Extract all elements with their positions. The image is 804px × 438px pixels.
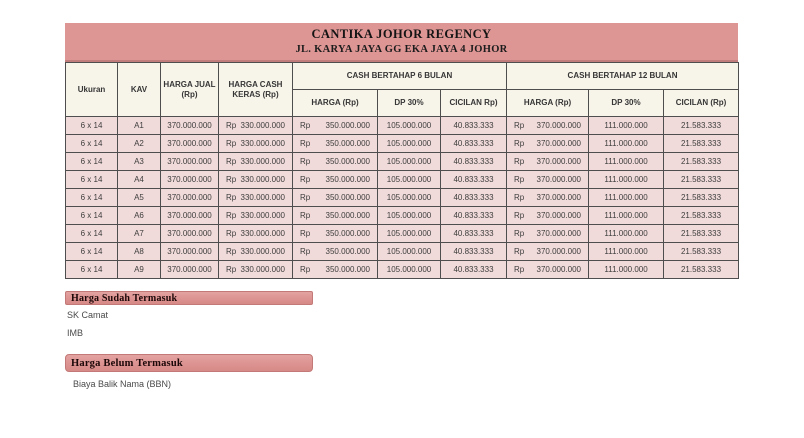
cell-b6-cicilan: 40.833.333 [441,135,507,153]
cell-kav: A4 [118,171,161,189]
currency-value: 330.000.000 [240,229,285,238]
currency-value: 370.000.000 [536,247,582,256]
currency-value: 370.000.000 [536,193,582,202]
cell-harga-jual: 370.000.000 [161,207,219,225]
table-row [66,189,739,207]
cell-b6-cicilan: 40.833.333 [441,153,507,171]
cell-b6-dp: 105.000.000 [378,207,441,225]
cell-b12-cicilan: 21.583.333 [664,135,739,153]
col-header-harga-jual: HARGA JUAL (Rp) [161,63,219,117]
cell-harga-jual: 370.000.000 [161,261,219,279]
currency-prefix: Rp [226,121,237,130]
cell-harga-jual: 370.000.000 [161,117,219,135]
cell-cash-keras [219,153,293,171]
currency-value: 350.000.000 [325,193,370,202]
cell-b6-harga [293,135,378,153]
cell-b12-harga [507,225,589,243]
cell-cash-keras [219,135,293,153]
cell-kav: A5 [118,189,161,207]
excluded-item-bbn: Biaya Balik Nama (BBN) [73,379,172,389]
currency-prefix: Rp [300,229,311,238]
cell-b6-harga [293,243,378,261]
currency-prefix: Rp [514,193,525,202]
cell-b12-cicilan: 21.583.333 [664,225,739,243]
cell-b12-cicilan: 21.583.333 [664,189,739,207]
currency-value: 330.000.000 [240,247,285,256]
currency-value: 350.000.000 [325,247,370,256]
cell-b6-harga [293,153,378,171]
cell-b12-cicilan: 21.583.333 [664,261,739,279]
currency-value: 350.000.000 [325,229,370,238]
cell-b6-harga [293,225,378,243]
cell-cash-keras [219,261,293,279]
project-address: JL. KARYA JAYA GG EKA JAYA 4 JOHOR [295,44,508,55]
currency-prefix: Rp [300,157,311,166]
col-header-6b-dp: DP 30% [378,90,441,117]
table-row [66,153,739,171]
cell-cash-keras [219,117,293,135]
cell-ukuran: 6 x 14 [66,207,118,225]
table-body [66,117,739,279]
currency-prefix: Rp [514,229,525,238]
price-sheet [65,23,738,279]
currency-prefix: Rp [226,139,237,148]
cell-b12-dp: 111.000.000 [589,243,664,261]
currency-value: 330.000.000 [240,211,285,220]
cell-b12-harga [507,261,589,279]
col-header-ukuran: Ukuran [66,63,118,117]
currency-value: 370.000.000 [536,265,582,274]
cell-harga-jual: 370.000.000 [161,243,219,261]
currency-prefix: Rp [300,211,311,220]
currency-prefix: Rp [300,175,311,184]
col-header-6b-cicilan: CICILAN Rp) [441,90,507,117]
cell-b6-dp: 105.000.000 [378,243,441,261]
cell-kav: A2 [118,135,161,153]
cell-b12-harga [507,171,589,189]
cell-b12-dp: 111.000.000 [589,135,664,153]
cell-b6-dp: 105.000.000 [378,261,441,279]
currency-value: 330.000.000 [240,193,285,202]
cell-b12-cicilan: 21.583.333 [664,207,739,225]
cell-b12-cicilan: 21.583.333 [664,117,739,135]
cell-b12-dp: 111.000.000 [589,117,664,135]
cell-b6-harga [293,189,378,207]
currency-value: 350.000.000 [325,139,370,148]
cell-b6-dp: 105.000.000 [378,225,441,243]
currency-prefix: Rp [226,229,237,238]
table-row [66,225,739,243]
cell-b6-dp: 105.000.000 [378,135,441,153]
cell-b6-cicilan: 40.833.333 [441,261,507,279]
group-header-6-bulan: CASH BERTAHAP 6 BULAN [293,63,507,90]
cell-b6-cicilan: 40.833.333 [441,207,507,225]
cell-b12-dp: 111.000.000 [589,189,664,207]
currency-prefix: Rp [514,211,525,220]
group-header-12-bulan: CASH BERTAHAP 12 BULAN [507,63,739,90]
currency-prefix: Rp [300,247,311,256]
cell-kav: A6 [118,207,161,225]
cell-harga-jual: 370.000.000 [161,189,219,207]
cell-b12-dp: 111.000.000 [589,153,664,171]
currency-value: 350.000.000 [325,121,370,130]
currency-value: 350.000.000 [325,175,370,184]
cell-kav: A8 [118,243,161,261]
title-banner [65,23,738,62]
cell-ukuran: 6 x 14 [66,189,118,207]
table-row [66,243,739,261]
cell-b12-harga [507,189,589,207]
currency-value: 370.000.000 [536,175,582,184]
col-header-harga-cash-keras: HARGA CASH KERAS (Rp) [219,63,293,117]
cell-b12-cicilan: 21.583.333 [664,153,739,171]
col-header-6b-harga: HARGA (Rp) [293,90,378,117]
table-row [66,135,739,153]
currency-value: 370.000.000 [536,139,582,148]
cell-b12-dp: 111.000.000 [589,225,664,243]
cell-kav: A7 [118,225,161,243]
currency-prefix: Rp [226,247,237,256]
cell-b6-harga [293,171,378,189]
cell-cash-keras [219,225,293,243]
currency-prefix: Rp [226,193,237,202]
table-row [66,207,739,225]
cell-b6-harga [293,117,378,135]
cell-b6-dp: 105.000.000 [378,189,441,207]
table-header [66,63,739,117]
cell-ukuran: 6 x 14 [66,153,118,171]
cell-b6-dp: 105.000.000 [378,171,441,189]
currency-value: 330.000.000 [240,175,285,184]
cell-b6-dp: 105.000.000 [378,153,441,171]
currency-value: 350.000.000 [325,211,370,220]
cell-ukuran: 6 x 14 [66,261,118,279]
cell-harga-jual: 370.000.000 [161,225,219,243]
currency-value: 330.000.000 [240,157,285,166]
table-row [66,171,739,189]
table-row [66,117,739,135]
cell-cash-keras [219,243,293,261]
cell-harga-jual: 370.000.000 [161,171,219,189]
cell-b6-cicilan: 40.833.333 [441,225,507,243]
col-header-kav: KAV [118,63,161,117]
currency-prefix: Rp [514,265,525,274]
currency-prefix: Rp [514,157,525,166]
cell-kav: A3 [118,153,161,171]
section-header-harga-belum-termasuk: Harga Belum Termasuk [65,354,313,372]
currency-prefix: Rp [300,193,311,202]
currency-value: 370.000.000 [536,229,582,238]
cell-b12-dp: 111.000.000 [589,261,664,279]
table-row [66,261,739,279]
cell-b12-harga [507,243,589,261]
cell-b12-harga [507,207,589,225]
cell-b12-cicilan: 21.583.333 [664,171,739,189]
price-table [65,62,739,279]
currency-prefix: Rp [226,265,237,274]
currency-prefix: Rp [514,175,525,184]
project-title: CANTIKA JOHOR REGENCY [311,27,492,41]
currency-prefix: Rp [226,211,237,220]
currency-value: 370.000.000 [536,211,582,220]
currency-prefix: Rp [226,157,237,166]
cell-ukuran: 6 x 14 [66,243,118,261]
cell-ukuran: 6 x 14 [66,117,118,135]
currency-prefix: Rp [514,139,525,148]
cell-b6-cicilan: 40.833.333 [441,171,507,189]
col-header-12b-cicilan: CICILAN (Rp) [664,90,739,117]
included-item-sk-camat: SK Camat [67,310,109,320]
cell-b12-cicilan: 21.583.333 [664,243,739,261]
cell-kav: A9 [118,261,161,279]
cell-harga-jual: 370.000.000 [161,135,219,153]
cell-b12-harga [507,117,589,135]
cell-cash-keras [219,189,293,207]
cell-b6-dp: 105.000.000 [378,117,441,135]
cell-b6-cicilan: 40.833.333 [441,243,507,261]
cell-ukuran: 6 x 14 [66,135,118,153]
cell-ukuran: 6 x 14 [66,171,118,189]
currency-value: 330.000.000 [240,265,285,274]
cell-b12-harga [507,153,589,171]
cell-kav: A1 [118,117,161,135]
section-header-harga-sudah-termasuk: Harga Sudah Termasuk [65,291,313,305]
col-header-12b-harga: HARGA (Rp) [507,90,589,117]
col-header-12b-dp: DP 30% [589,90,664,117]
currency-value: 370.000.000 [536,157,582,166]
currency-prefix: Rp [514,247,525,256]
included-item-imb: IMB [67,328,84,338]
currency-prefix: Rp [226,175,237,184]
currency-prefix: Rp [300,139,311,148]
cell-cash-keras [219,207,293,225]
cell-cash-keras [219,171,293,189]
currency-prefix: Rp [300,265,311,274]
currency-value: 350.000.000 [325,157,370,166]
currency-prefix: Rp [300,121,311,130]
cell-b12-dp: 111.000.000 [589,207,664,225]
cell-b6-harga [293,261,378,279]
cell-ukuran: 6 x 14 [66,225,118,243]
cell-b12-dp: 111.000.000 [589,171,664,189]
currency-value: 370.000.000 [536,121,582,130]
currency-value: 330.000.000 [240,139,285,148]
cell-b6-cicilan: 40.833.333 [441,117,507,135]
cell-harga-jual: 370.000.000 [161,153,219,171]
currency-prefix: Rp [514,121,525,130]
cell-b6-harga [293,207,378,225]
currency-value: 350.000.000 [325,265,370,274]
currency-value: 330.000.000 [240,121,285,130]
cell-b6-cicilan: 40.833.333 [441,189,507,207]
cell-b12-harga [507,135,589,153]
